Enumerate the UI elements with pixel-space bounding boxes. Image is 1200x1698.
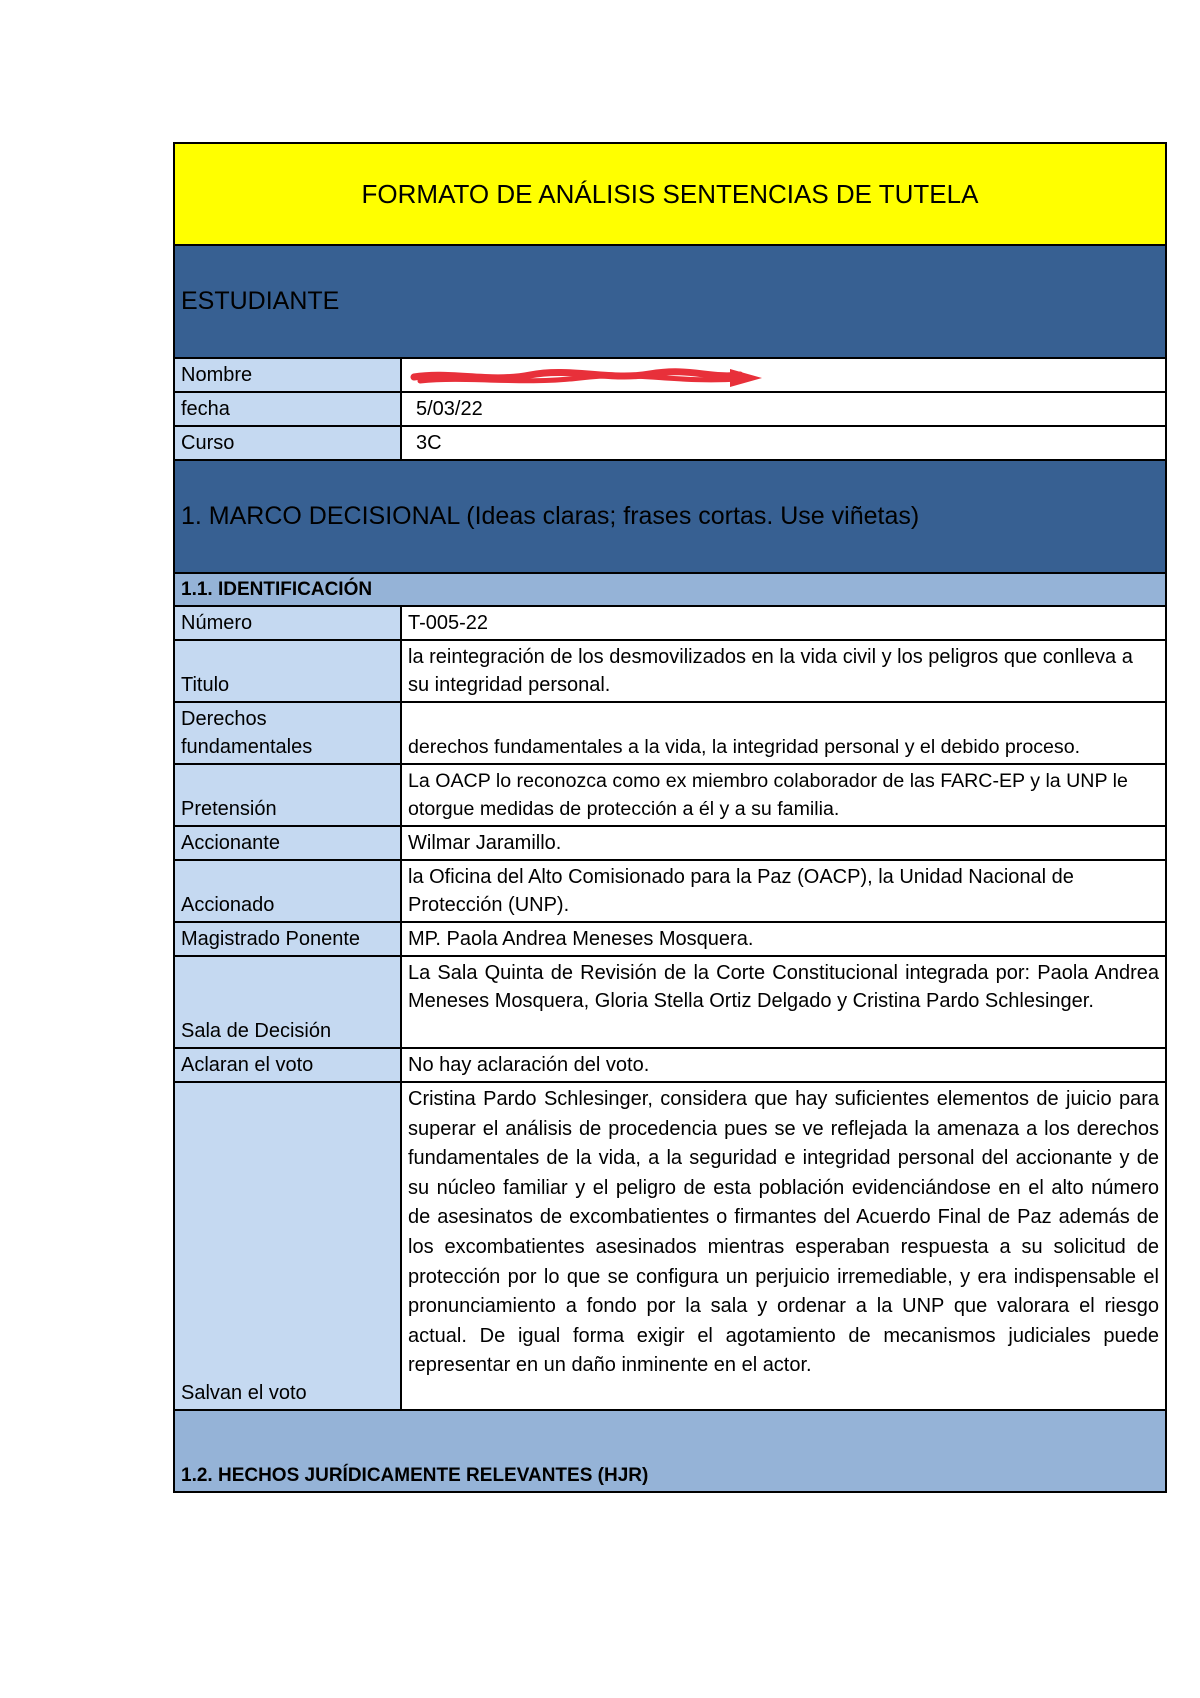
magistrado-row [175,923,1165,957]
derechos-value: derechos fundamentales a la vida, la integridad personal y el debido proceso. [402,703,1165,763]
numero-label: Número [175,607,402,639]
sala-label: Sala de Decisión [175,957,402,1047]
numero-value: T-005-22 [402,607,1165,639]
curso-label: Curso [175,427,402,459]
derechos-label: Derechos fundamentales [175,703,402,763]
salvan-row [175,1083,1165,1411]
aclaran-label: Aclaran el voto [175,1049,402,1081]
form-title: FORMATO DE ANÁLISIS SENTENCIAS DE TUTELA [361,178,979,209]
accionado-row [175,861,1165,923]
identificacion-heading: 1.1. IDENTIFICACIÓN [181,578,373,600]
student-section-heading: ESTUDIANTE [181,287,340,315]
hechos-heading-row [175,1411,1165,1491]
nombre-label: Nombre [175,359,402,391]
analysis-form-table [173,142,1167,1493]
derechos-row [175,703,1165,765]
curso-value: 3C [402,427,1165,459]
titulo-value: la reintegración de los desmovilizados en la vida civil y los peligros que conlleva a su integridad personal. [402,641,1165,701]
hechos-heading: 1.2. HECHOS JURÍDICAMENTE RELEVANTES (HJR) [181,1465,649,1486]
marco-section-row [175,461,1165,574]
magistrado-label: Magistrado Ponente [175,923,402,955]
titulo-label: Titulo [175,641,402,701]
aclaran-value: No hay aclaración del voto. [402,1049,1165,1081]
titulo-row [175,641,1165,703]
curso-row [175,427,1165,461]
pretension-value: La OACP lo reconozca como ex miembro colaborador de las FARC-EP y la UNP le otorgue medidas de protección a él y a su familia. [402,765,1165,825]
fecha-label: fecha [175,393,402,425]
numero-row [175,607,1165,641]
fecha-value: 5/03/22 [402,393,1165,425]
nombre-row [175,359,1165,393]
accionado-value: la Oficina del Alto Comisionado para la Paz (OACP), la Unidad Nacional de Protección (UNP). [402,861,1165,921]
marco-decisional-heading: 1. MARCO DECISIONAL (Ideas claras; frases cortas. Use viñetas) [181,502,920,530]
magistrado-value: MP. Paola Andrea Meneses Mosquera. [402,923,1165,955]
identificacion-heading-row [175,574,1165,607]
fecha-row [175,393,1165,427]
title-row [175,144,1165,246]
redaction-scribble [410,363,770,393]
sala-value: La Sala Quinta de Revisión de la Corte Constitucional integrada por: Paola Andrea Meneses Mosquera, Gloria Stella Ortiz Delgado y Cristina Pardo Schlesinger. [402,957,1165,1047]
nombre-value-redacted [402,359,1165,391]
student-section-row [175,246,1165,359]
sala-row [175,957,1165,1049]
accionado-label: Accionado [175,861,402,921]
accionante-row [175,827,1165,861]
salvan-label: Salvan el voto [175,1083,402,1409]
pretension-label: Pretensión [175,765,402,825]
aclaran-row [175,1049,1165,1083]
salvan-value: Cristina Pardo Schlesinger, considera que hay suficientes elementos de juicio para superar el análisis de procedencia pues se ve reflejada la amenaza a los derechos fundamentales de la vida, a la seguridad e integridad personal del accionante y de su núcleo familiar y el peligro de esta población evidenciándose en el alto número de asesinatos de excombatientes o firmantes del Acuerdo Final de Paz además de los excombatientes asesinados mientras esperaban respuesta a su solicitud de protección por lo que se configura un perjuicio irremediable, y era indispensable el pronunciamiento a fondo por la sala y ordenar a la UNP que valorara el riesgo actual. De igual forma exigir el agotamiento de mecanismos judiciales puede representar en un daño inminente en el actor. [402,1083,1165,1409]
pretension-row [175,765,1165,827]
accionante-value: Wilmar Jaramillo. [402,827,1165,859]
accionante-label: Accionante [175,827,402,859]
